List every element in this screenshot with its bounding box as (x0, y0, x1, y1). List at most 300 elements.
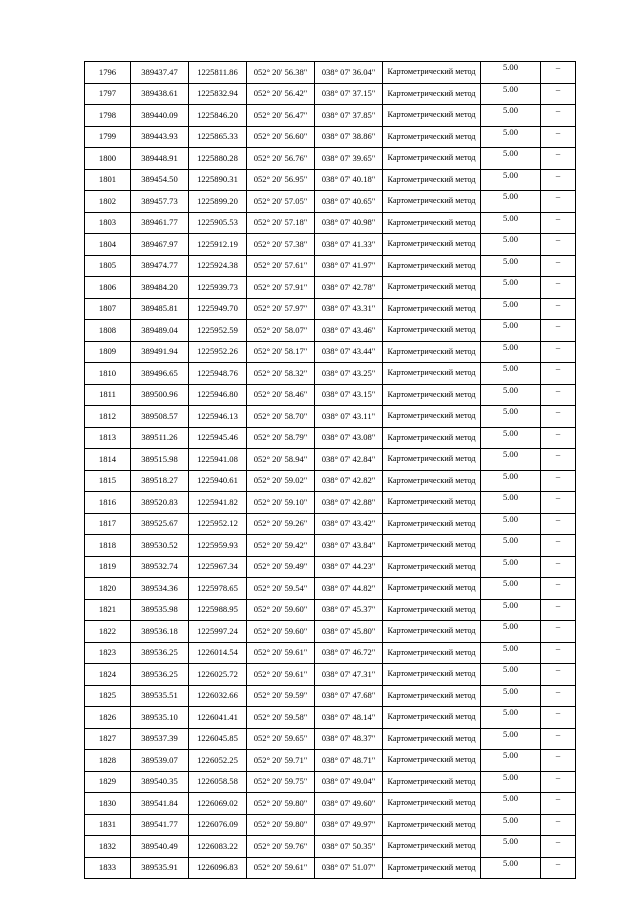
table-row (85, 857, 576, 879)
accuracy-cell: 5.00 (481, 169, 541, 191)
point-number-cell: 1827 (85, 728, 131, 750)
accuracy-cell: 5.00 (481, 599, 541, 621)
x-coordinate-cell: 389535.91 (131, 857, 189, 879)
point-number-cell: 1806 (85, 277, 131, 299)
point-number-cell: 1829 (85, 771, 131, 793)
table-row (85, 384, 576, 406)
table-row (85, 836, 576, 858)
method-cell: Картометрический метод (383, 384, 481, 406)
note-cell: – (541, 685, 576, 707)
longitude-cell: 038° 07' 41.33" (315, 234, 383, 256)
method-cell: Картометрический метод (383, 449, 481, 471)
y-coordinate-cell: 1225846.20 (189, 105, 247, 127)
longitude-cell: 038° 07' 40.18" (315, 169, 383, 191)
x-coordinate-cell: 389541.84 (131, 793, 189, 815)
method-cell: Картометрический метод (383, 255, 481, 277)
method-cell: Картометрический метод (383, 836, 481, 858)
x-coordinate-cell: 389518.27 (131, 470, 189, 492)
x-coordinate-cell: 389454.50 (131, 169, 189, 191)
y-coordinate-cell: 1225940.61 (189, 470, 247, 492)
point-number-cell: 1799 (85, 126, 131, 148)
method-cell: Картометрический метод (383, 599, 481, 621)
latitude-cell: 052° 20' 59.75" (247, 771, 315, 793)
method-cell: Картометрический метод (383, 363, 481, 385)
x-coordinate-cell: 389536.25 (131, 664, 189, 686)
table-row (85, 556, 576, 578)
longitude-cell: 038° 07' 36.04" (315, 62, 383, 84)
latitude-cell: 052° 20' 59.61" (247, 642, 315, 664)
point-number-cell: 1812 (85, 406, 131, 428)
accuracy-cell: 5.00 (481, 642, 541, 664)
y-coordinate-cell: 1226025.72 (189, 664, 247, 686)
point-number-cell: 1808 (85, 320, 131, 342)
table-row (85, 212, 576, 234)
note-cell: – (541, 771, 576, 793)
method-cell: Картометрический метод (383, 664, 481, 686)
method-cell: Картометрический метод (383, 685, 481, 707)
method-cell: Картометрический метод (383, 492, 481, 514)
latitude-cell: 052° 20' 56.76" (247, 148, 315, 170)
table-row (85, 277, 576, 299)
point-number-cell: 1798 (85, 105, 131, 127)
latitude-cell: 052° 20' 59.80" (247, 793, 315, 815)
y-coordinate-cell: 1226096.83 (189, 857, 247, 879)
note-cell: – (541, 814, 576, 836)
accuracy-cell: 5.00 (481, 556, 541, 578)
table-row (85, 406, 576, 428)
method-cell: Картометрический метод (383, 621, 481, 643)
table-row (85, 363, 576, 385)
y-coordinate-cell: 1225939.73 (189, 277, 247, 299)
note-cell: – (541, 599, 576, 621)
method-cell: Картометрический метод (383, 793, 481, 815)
longitude-cell: 038° 07' 39.65" (315, 148, 383, 170)
y-coordinate-cell: 1225997.24 (189, 621, 247, 643)
table-row (85, 148, 576, 170)
x-coordinate-cell: 389443.93 (131, 126, 189, 148)
coordinates-table (84, 61, 576, 879)
note-cell: – (541, 277, 576, 299)
method-cell: Картометрический метод (383, 126, 481, 148)
x-coordinate-cell: 389457.73 (131, 191, 189, 213)
y-coordinate-cell: 1226052.25 (189, 750, 247, 772)
x-coordinate-cell: 389511.26 (131, 427, 189, 449)
latitude-cell: 052° 20' 56.38" (247, 62, 315, 84)
note-cell: – (541, 363, 576, 385)
latitude-cell: 052° 20' 59.61" (247, 664, 315, 686)
longitude-cell: 038° 07' 44.23" (315, 556, 383, 578)
latitude-cell: 052° 20' 57.18" (247, 212, 315, 234)
accuracy-cell: 5.00 (481, 685, 541, 707)
note-cell: – (541, 169, 576, 191)
point-number-cell: 1805 (85, 255, 131, 277)
accuracy-cell: 5.00 (481, 384, 541, 406)
longitude-cell: 038° 07' 49.04" (315, 771, 383, 793)
accuracy-cell: 5.00 (481, 341, 541, 363)
accuracy-cell: 5.00 (481, 105, 541, 127)
longitude-cell: 038° 07' 43.11" (315, 406, 383, 428)
latitude-cell: 052° 20' 58.32" (247, 363, 315, 385)
note-cell: – (541, 470, 576, 492)
x-coordinate-cell: 389541.77 (131, 814, 189, 836)
x-coordinate-cell: 389534.36 (131, 578, 189, 600)
y-coordinate-cell: 1226032.66 (189, 685, 247, 707)
accuracy-cell: 5.00 (481, 298, 541, 320)
y-coordinate-cell: 1226069.02 (189, 793, 247, 815)
y-coordinate-cell: 1226076.09 (189, 814, 247, 836)
y-coordinate-cell: 1225924.38 (189, 255, 247, 277)
note-cell: – (541, 857, 576, 879)
note-cell: – (541, 836, 576, 858)
latitude-cell: 052° 20' 59.71" (247, 750, 315, 772)
latitude-cell: 052° 20' 59.54" (247, 578, 315, 600)
accuracy-cell: 5.00 (481, 664, 541, 686)
x-coordinate-cell: 389530.52 (131, 535, 189, 557)
method-cell: Картометрический метод (383, 470, 481, 492)
latitude-cell: 052° 20' 59.76" (247, 836, 315, 858)
y-coordinate-cell: 1225978.65 (189, 578, 247, 600)
x-coordinate-cell: 389515.98 (131, 449, 189, 471)
point-number-cell: 1801 (85, 169, 131, 191)
method-cell: Картометрический метод (383, 406, 481, 428)
y-coordinate-cell: 1225832.94 (189, 83, 247, 105)
latitude-cell: 052° 20' 56.60" (247, 126, 315, 148)
latitude-cell: 052° 20' 59.65" (247, 728, 315, 750)
note-cell: – (541, 621, 576, 643)
x-coordinate-cell: 389525.67 (131, 513, 189, 535)
table-row (85, 492, 576, 514)
y-coordinate-cell: 1225967.34 (189, 556, 247, 578)
accuracy-cell: 5.00 (481, 771, 541, 793)
x-coordinate-cell: 389496.65 (131, 363, 189, 385)
longitude-cell: 038° 07' 47.31" (315, 664, 383, 686)
point-number-cell: 1820 (85, 578, 131, 600)
x-coordinate-cell: 389474.77 (131, 255, 189, 277)
y-coordinate-cell: 1225912.19 (189, 234, 247, 256)
longitude-cell: 038° 07' 45.37" (315, 599, 383, 621)
method-cell: Картометрический метод (383, 707, 481, 729)
point-number-cell: 1809 (85, 341, 131, 363)
note-cell: – (541, 728, 576, 750)
table-row (85, 83, 576, 105)
accuracy-cell: 5.00 (481, 234, 541, 256)
note-cell: – (541, 492, 576, 514)
note-cell: – (541, 427, 576, 449)
note-cell: – (541, 126, 576, 148)
x-coordinate-cell: 389461.77 (131, 212, 189, 234)
longitude-cell: 038° 07' 43.08" (315, 427, 383, 449)
latitude-cell: 052° 20' 58.07" (247, 320, 315, 342)
table-row (85, 298, 576, 320)
note-cell: – (541, 105, 576, 127)
accuracy-cell: 5.00 (481, 449, 541, 471)
note-cell: – (541, 707, 576, 729)
note-cell: – (541, 578, 576, 600)
y-coordinate-cell: 1226058.58 (189, 771, 247, 793)
method-cell: Картометрический метод (383, 642, 481, 664)
accuracy-cell: 5.00 (481, 406, 541, 428)
accuracy-cell: 5.00 (481, 857, 541, 879)
method-cell: Картометрический метод (383, 105, 481, 127)
table-row (85, 814, 576, 836)
point-number-cell: 1816 (85, 492, 131, 514)
longitude-cell: 038° 07' 43.42" (315, 513, 383, 535)
y-coordinate-cell: 1226041.41 (189, 707, 247, 729)
y-coordinate-cell: 1225948.76 (189, 363, 247, 385)
latitude-cell: 052° 20' 57.05" (247, 191, 315, 213)
latitude-cell: 052° 20' 59.49" (247, 556, 315, 578)
point-number-cell: 1817 (85, 513, 131, 535)
note-cell: – (541, 513, 576, 535)
longitude-cell: 038° 07' 49.60" (315, 793, 383, 815)
note-cell: – (541, 320, 576, 342)
longitude-cell: 038° 07' 48.37" (315, 728, 383, 750)
accuracy-cell: 5.00 (481, 814, 541, 836)
latitude-cell: 052° 20' 56.95" (247, 169, 315, 191)
accuracy-cell: 5.00 (481, 578, 541, 600)
longitude-cell: 038° 07' 43.25" (315, 363, 383, 385)
table-row (85, 642, 576, 664)
latitude-cell: 052° 20' 57.61" (247, 255, 315, 277)
longitude-cell: 038° 07' 51.07" (315, 857, 383, 879)
accuracy-cell: 5.00 (481, 62, 541, 84)
table-row (85, 126, 576, 148)
latitude-cell: 052° 20' 59.60" (247, 599, 315, 621)
latitude-cell: 052° 20' 59.02" (247, 470, 315, 492)
method-cell: Картометрический метод (383, 298, 481, 320)
accuracy-cell: 5.00 (481, 255, 541, 277)
point-number-cell: 1818 (85, 535, 131, 557)
point-number-cell: 1832 (85, 836, 131, 858)
latitude-cell: 052° 20' 59.80" (247, 814, 315, 836)
note-cell: – (541, 449, 576, 471)
note-cell: – (541, 212, 576, 234)
y-coordinate-cell: 1225890.31 (189, 169, 247, 191)
latitude-cell: 052° 20' 58.46" (247, 384, 315, 406)
point-number-cell: 1824 (85, 664, 131, 686)
point-number-cell: 1804 (85, 234, 131, 256)
method-cell: Картометрический метод (383, 814, 481, 836)
point-number-cell: 1821 (85, 599, 131, 621)
y-coordinate-cell: 1225959.93 (189, 535, 247, 557)
table-row (85, 169, 576, 191)
y-coordinate-cell: 1225905.53 (189, 212, 247, 234)
table-row (85, 578, 576, 600)
table-row (85, 707, 576, 729)
y-coordinate-cell: 1225946.80 (189, 384, 247, 406)
table-row (85, 535, 576, 557)
table-row (85, 449, 576, 471)
table-row (85, 470, 576, 492)
table-row (85, 105, 576, 127)
accuracy-cell: 5.00 (481, 191, 541, 213)
y-coordinate-cell: 1225865.33 (189, 126, 247, 148)
note-cell: – (541, 191, 576, 213)
accuracy-cell: 5.00 (481, 750, 541, 772)
point-number-cell: 1811 (85, 384, 131, 406)
method-cell: Картометрический метод (383, 771, 481, 793)
accuracy-cell: 5.00 (481, 836, 541, 858)
method-cell: Картометрический метод (383, 556, 481, 578)
x-coordinate-cell: 389535.51 (131, 685, 189, 707)
point-number-cell: 1830 (85, 793, 131, 815)
x-coordinate-cell: 389440.09 (131, 105, 189, 127)
longitude-cell: 038° 07' 43.15" (315, 384, 383, 406)
table-row (85, 664, 576, 686)
longitude-cell: 038° 07' 48.14" (315, 707, 383, 729)
longitude-cell: 038° 07' 44.82" (315, 578, 383, 600)
method-cell: Картометрический метод (383, 578, 481, 600)
accuracy-cell: 5.00 (481, 535, 541, 557)
note-cell: – (541, 664, 576, 686)
longitude-cell: 038° 07' 49.97" (315, 814, 383, 836)
point-number-cell: 1800 (85, 148, 131, 170)
x-coordinate-cell: 389467.97 (131, 234, 189, 256)
note-cell: – (541, 255, 576, 277)
y-coordinate-cell: 1225880.28 (189, 148, 247, 170)
point-number-cell: 1823 (85, 642, 131, 664)
longitude-cell: 038° 07' 48.71" (315, 750, 383, 772)
y-coordinate-cell: 1225941.08 (189, 449, 247, 471)
x-coordinate-cell: 389540.49 (131, 836, 189, 858)
latitude-cell: 052° 20' 56.47" (247, 105, 315, 127)
point-number-cell: 1825 (85, 685, 131, 707)
note-cell: – (541, 298, 576, 320)
table-row (85, 341, 576, 363)
point-number-cell: 1807 (85, 298, 131, 320)
y-coordinate-cell: 1225952.59 (189, 320, 247, 342)
note-cell: – (541, 535, 576, 557)
longitude-cell: 038° 07' 43.31" (315, 298, 383, 320)
x-coordinate-cell: 389536.18 (131, 621, 189, 643)
coordinates-table-body (85, 62, 576, 879)
accuracy-cell: 5.00 (481, 148, 541, 170)
method-cell: Картометрический метод (383, 750, 481, 772)
table-row (85, 427, 576, 449)
accuracy-cell: 5.00 (481, 492, 541, 514)
accuracy-cell: 5.00 (481, 707, 541, 729)
x-coordinate-cell: 389520.83 (131, 492, 189, 514)
latitude-cell: 052° 20' 58.17" (247, 341, 315, 363)
latitude-cell: 052° 20' 59.42" (247, 535, 315, 557)
longitude-cell: 038° 07' 47.68" (315, 685, 383, 707)
accuracy-cell: 5.00 (481, 212, 541, 234)
x-coordinate-cell: 389536.25 (131, 642, 189, 664)
method-cell: Картометрический метод (383, 341, 481, 363)
longitude-cell: 038° 07' 41.97" (315, 255, 383, 277)
point-number-cell: 1796 (85, 62, 131, 84)
table-row (85, 513, 576, 535)
x-coordinate-cell: 389489.04 (131, 320, 189, 342)
note-cell: – (541, 556, 576, 578)
longitude-cell: 038° 07' 37.85" (315, 105, 383, 127)
x-coordinate-cell: 389500.96 (131, 384, 189, 406)
method-cell: Картометрический метод (383, 212, 481, 234)
note-cell: – (541, 750, 576, 772)
latitude-cell: 052° 20' 59.60" (247, 621, 315, 643)
y-coordinate-cell: 1225811.86 (189, 62, 247, 84)
point-number-cell: 1814 (85, 449, 131, 471)
longitude-cell: 038° 07' 40.65" (315, 191, 383, 213)
accuracy-cell: 5.00 (481, 470, 541, 492)
method-cell: Картометрический метод (383, 535, 481, 557)
y-coordinate-cell: 1225899.20 (189, 191, 247, 213)
y-coordinate-cell: 1225952.12 (189, 513, 247, 535)
note-cell: – (541, 384, 576, 406)
table-row (85, 685, 576, 707)
method-cell: Картометрический метод (383, 62, 481, 84)
point-number-cell: 1831 (85, 814, 131, 836)
x-coordinate-cell: 389508.57 (131, 406, 189, 428)
table-row (85, 750, 576, 772)
y-coordinate-cell: 1225946.13 (189, 406, 247, 428)
accuracy-cell: 5.00 (481, 83, 541, 105)
accuracy-cell: 5.00 (481, 126, 541, 148)
y-coordinate-cell: 1225949.70 (189, 298, 247, 320)
point-number-cell: 1813 (85, 427, 131, 449)
note-cell: – (541, 341, 576, 363)
accuracy-cell: 5.00 (481, 427, 541, 449)
point-number-cell: 1819 (85, 556, 131, 578)
method-cell: Картометрический метод (383, 728, 481, 750)
y-coordinate-cell: 1225988.95 (189, 599, 247, 621)
longitude-cell: 038° 07' 43.46" (315, 320, 383, 342)
accuracy-cell: 5.00 (481, 363, 541, 385)
note-cell: – (541, 62, 576, 84)
y-coordinate-cell: 1226014.54 (189, 642, 247, 664)
point-number-cell: 1815 (85, 470, 131, 492)
longitude-cell: 038° 07' 37.15" (315, 83, 383, 105)
x-coordinate-cell: 389537.39 (131, 728, 189, 750)
table-row (85, 621, 576, 643)
table-row (85, 255, 576, 277)
x-coordinate-cell: 389491.94 (131, 341, 189, 363)
table-row (85, 62, 576, 84)
longitude-cell: 038° 07' 40.98" (315, 212, 383, 234)
x-coordinate-cell: 389535.98 (131, 599, 189, 621)
longitude-cell: 038° 07' 42.78" (315, 277, 383, 299)
latitude-cell: 052° 20' 56.42" (247, 83, 315, 105)
y-coordinate-cell: 1226045.85 (189, 728, 247, 750)
y-coordinate-cell: 1226083.22 (189, 836, 247, 858)
method-cell: Картометрический метод (383, 277, 481, 299)
latitude-cell: 052° 20' 59.58" (247, 707, 315, 729)
longitude-cell: 038° 07' 42.82" (315, 470, 383, 492)
x-coordinate-cell: 389532.74 (131, 556, 189, 578)
longitude-cell: 038° 07' 46.72" (315, 642, 383, 664)
y-coordinate-cell: 1225945.46 (189, 427, 247, 449)
point-number-cell: 1810 (85, 363, 131, 385)
latitude-cell: 052° 20' 58.79" (247, 427, 315, 449)
y-coordinate-cell: 1225941.82 (189, 492, 247, 514)
note-cell: – (541, 642, 576, 664)
longitude-cell: 038° 07' 50.35" (315, 836, 383, 858)
table-row (85, 728, 576, 750)
method-cell: Картометрический метод (383, 234, 481, 256)
note-cell: – (541, 793, 576, 815)
x-coordinate-cell: 389484.20 (131, 277, 189, 299)
longitude-cell: 038° 07' 45.80" (315, 621, 383, 643)
latitude-cell: 052° 20' 57.38" (247, 234, 315, 256)
latitude-cell: 052° 20' 59.61" (247, 857, 315, 879)
accuracy-cell: 5.00 (481, 621, 541, 643)
latitude-cell: 052° 20' 59.26" (247, 513, 315, 535)
point-number-cell: 1828 (85, 750, 131, 772)
point-number-cell: 1797 (85, 83, 131, 105)
point-number-cell: 1833 (85, 857, 131, 879)
accuracy-cell: 5.00 (481, 277, 541, 299)
x-coordinate-cell: 389437.47 (131, 62, 189, 84)
